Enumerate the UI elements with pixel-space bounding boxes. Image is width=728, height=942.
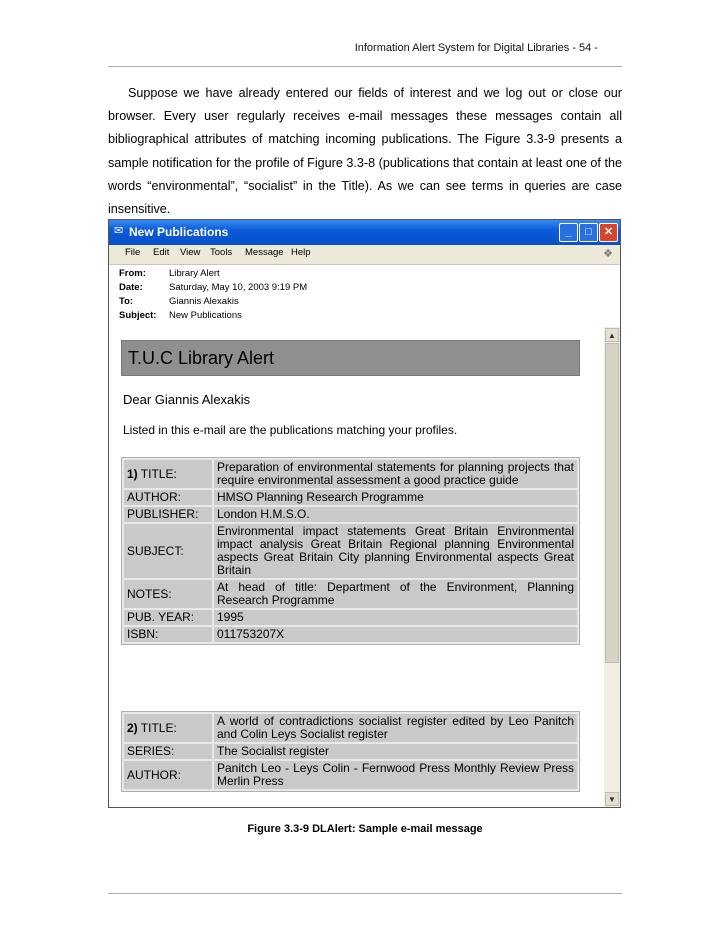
table-row (124, 507, 577, 522)
windows-logo-icon: ❖ (603, 248, 613, 260)
body-paragraph: Suppose we have already entered our fields of interest and we log out or close our browser. Every user regularly receives e-mail messages these messages contain all bibliographical attributes of matching incoming publications. The Figure 3.3-9 presents a sample notification for the profile of Figure 3.3-8 (publications that contain at least one of the words “environmental”, “socialist” in the Title). As we can see terms in queries are case insensitive. (108, 86, 622, 217)
author-label: AUTHOR: (124, 490, 212, 505)
pub-number: 2) (127, 720, 138, 735)
table-row (124, 744, 577, 759)
page-header: Information Alert System for Digital Libraries - 54 - (354, 42, 598, 54)
title-value: A world of contradictions socialist register edited by Leo Panitch and Colin Leys Socialist register (214, 714, 577, 742)
table-row (124, 761, 577, 789)
figure-caption: Figure 3.3-9 DLAlert: Sample e-mail message (247, 823, 483, 835)
isbn-value: 011753207X (214, 627, 577, 642)
mail-icon: ✉ (114, 225, 124, 237)
scroll-thumb[interactable] (605, 343, 619, 663)
subject-label: Subject: (119, 310, 157, 321)
menu-file[interactable]: File (125, 247, 141, 258)
window-title: New Publications (129, 225, 229, 239)
year-value: 1995 (214, 610, 577, 625)
to-label: To: (119, 296, 134, 307)
series-value: The Socialist register (214, 744, 577, 759)
vertical-scrollbar[interactable] (604, 327, 620, 807)
notes-value: At head of title: Department of the Environment, Planning Research Programme (214, 580, 577, 608)
alert-banner: T.U.C Library Alert (121, 340, 580, 376)
header-rule (108, 66, 622, 67)
isbn-label: ISBN: (124, 627, 212, 642)
author-label: AUTHOR: (124, 761, 212, 789)
publication-table-1 (121, 457, 580, 645)
close-icon[interactable]: ✕ (599, 223, 618, 242)
menu-message[interactable]: Message (245, 247, 284, 258)
date-value: Saturday, May 10, 2003 9:19 PM (169, 282, 308, 293)
menu-bar (109, 245, 620, 262)
notes-label: NOTES: (124, 580, 212, 608)
subject-value: Environmental impact statements Great Britain Environmental impact analysis Great Britain Regional planning Environmental aspects Great Britain City planning Environmental aspects Great Britain (214, 524, 577, 578)
table-row (124, 627, 577, 642)
table-row (124, 714, 577, 742)
publisher-value: London H.M.S.O. (214, 507, 577, 522)
message-headers (109, 264, 620, 328)
menu-tools[interactable]: Tools (210, 247, 233, 258)
subject-label: SUBJECT: (124, 524, 212, 578)
message-body (109, 327, 605, 807)
scroll-down-icon[interactable]: ▼ (605, 792, 619, 806)
scroll-up-icon[interactable]: ▲ (605, 328, 619, 342)
title-label: TITLE: (140, 720, 177, 735)
email-window-screenshot (108, 219, 621, 808)
year-label: PUB. YEAR: (124, 610, 212, 625)
from-label: From: (119, 268, 146, 279)
table-row (124, 490, 577, 505)
menu-view[interactable]: View (180, 247, 201, 258)
to-value: Giannis Alexakis (169, 296, 239, 307)
title-bar (109, 220, 620, 245)
title-value: Preparation of environmental statements for planning projects that require environmental assessment a good practice guide (214, 460, 577, 488)
footer-rule (108, 893, 622, 894)
salutation: Dear Giannis Alexakis (123, 392, 251, 407)
maximize-icon[interactable]: □ (579, 223, 598, 242)
table-row (124, 460, 577, 488)
from-value: Library Alert (169, 268, 220, 279)
author-value: Panitch Leo - Leys Colin - Fernwood Press Monthly Review Press Merlin Press (214, 761, 577, 789)
date-label: Date: (119, 282, 143, 293)
table-row (124, 580, 577, 608)
series-label: SERIES: (124, 744, 212, 759)
title-label: TITLE: (140, 466, 177, 481)
publication-table-2 (121, 711, 580, 792)
menu-edit[interactable]: Edit (153, 247, 170, 258)
table-row (124, 610, 577, 625)
intro-text: Listed in this e-mail are the publications matching your profiles. (123, 423, 458, 437)
table-row (124, 524, 577, 578)
publisher-label: PUBLISHER: (124, 507, 212, 522)
minimize-icon[interactable]: _ (559, 223, 578, 242)
pub-number: 1) (127, 466, 138, 481)
subject-value: New Publications (169, 310, 242, 321)
menu-help[interactable]: Help (291, 247, 311, 258)
author-value: HMSO Planning Research Programme (214, 490, 577, 505)
